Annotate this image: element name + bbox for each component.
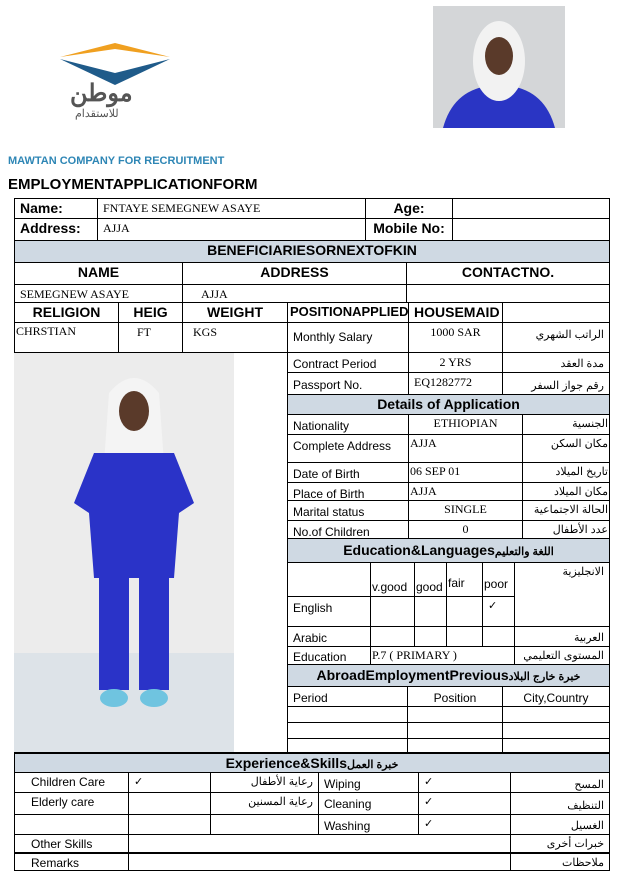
date-of-birth-arabic-label: تاريخ الميلاد (522, 462, 610, 483)
kin-header: BENEFICIARIESORNEXTOFKIN (14, 240, 610, 263)
religion-label: RELIGION (14, 302, 119, 323)
arabic-poor-cell[interactable] (482, 626, 515, 647)
age-field[interactable] (452, 198, 610, 219)
weight-label: WEIGHT (182, 302, 288, 323)
no-of-children-arabic-label: عدد الأطفال (522, 520, 610, 539)
arabic-label: Arabic (287, 626, 371, 647)
period-header: Period (287, 686, 408, 707)
children-care-arabic: رعاية الأطفال (210, 772, 319, 793)
address-field[interactable]: AJJA (97, 218, 366, 241)
no-of-children-field[interactable]: 0 (408, 520, 523, 539)
contract-label: Contract Period (287, 352, 409, 373)
arabic-arabic-label: العربية (514, 626, 610, 647)
age-label: Age: (365, 198, 453, 219)
salary-label: Monthly Salary (287, 322, 409, 353)
kin-name-field[interactable]: SEMEGNEW ASAYE (14, 284, 183, 303)
education-header-text: Education&Languages (343, 542, 495, 558)
salary-field[interactable]: 1000 SAR (408, 322, 503, 353)
abroad-header (287, 664, 610, 687)
vgood-header: v.good (370, 562, 415, 597)
kin-contact-field[interactable] (406, 284, 610, 303)
kin-name-header: NAME (14, 262, 183, 285)
abroad-city-cell[interactable] (502, 722, 610, 739)
english-label: English (287, 596, 371, 627)
education-label: Education (287, 646, 371, 665)
address-label: Address: (14, 218, 98, 241)
abroad-period-cell[interactable] (287, 706, 408, 723)
kin-address-field[interactable]: AJJA (182, 284, 407, 303)
mobile-field[interactable] (452, 218, 610, 241)
education-field[interactable]: P.7 ( PRIMARY ) (370, 646, 515, 665)
weight-field[interactable]: KGS (182, 322, 288, 353)
company-name: MAWTAN COMPANY FOR RECRUITMENT (8, 155, 225, 167)
contract-field[interactable]: 2 YRS (408, 352, 503, 373)
company-logo (50, 35, 180, 130)
nationality-label: Nationality (287, 414, 409, 435)
education-header (287, 538, 610, 563)
english-fair-cell[interactable] (446, 596, 483, 627)
position-header: Position (407, 686, 503, 707)
religion-field[interactable]: CHRSTIAN (14, 322, 119, 353)
children-care-label: Children Care (14, 772, 129, 793)
complete-address-label: Complete Address (287, 434, 409, 463)
city-country-header: City,Country (502, 686, 610, 707)
skills-header (14, 752, 610, 773)
cleaning-label: Cleaning (318, 792, 419, 815)
english-arabic-label: الانجليزية (514, 562, 610, 627)
name-label: Name: (14, 198, 98, 219)
education-arabic-label: المستوى التعليمي (514, 646, 610, 665)
abroad-period-cell[interactable] (287, 722, 408, 739)
place-of-birth-arabic-label: مكان الميلاد (522, 482, 610, 501)
washing-arabic: الغسيل (510, 814, 610, 835)
height-field[interactable]: FT (118, 322, 183, 353)
other-skills-arabic: خبرات أخرى (510, 834, 610, 853)
english-vgood-cell[interactable] (370, 596, 415, 627)
contract-arabic-label: مدة العقد (502, 352, 610, 373)
place-of-birth-label: Place of Birth (287, 482, 409, 501)
marital-status-field[interactable]: SINGLE (408, 500, 523, 521)
abroad-header-arabic: خبرة خارج البلاد (508, 671, 581, 683)
remarks-field[interactable] (128, 852, 511, 871)
wiping-arabic: المسح (510, 772, 610, 793)
other-skills-label: Other Skills (14, 834, 129, 853)
position-label: POSITIONAPPLIED (287, 302, 409, 323)
education-header-arabic: اللغة والتعليم (494, 546, 554, 558)
passport-arabic-label: رقم جواز السفر (502, 372, 610, 395)
fair-header: fair (446, 562, 483, 597)
blank-cell (502, 302, 610, 323)
complete-address-field[interactable]: AJJA (408, 434, 523, 463)
blank-cell (210, 814, 319, 835)
position-field[interactable]: HOUSEMAID (408, 302, 503, 323)
abroad-position-cell[interactable] (407, 706, 503, 723)
kin-contact-header: CONTACTNO. (406, 262, 610, 285)
english-poor-check[interactable]: ✓ (482, 596, 515, 627)
remarks-arabic: ملاحظات (510, 852, 610, 871)
place-of-birth-field[interactable]: AJJA (408, 482, 523, 501)
details-header: Details of Application (287, 394, 610, 415)
no-of-children-label: No.of Children (287, 520, 409, 539)
lang-blank-cell (287, 562, 371, 597)
applicant-portrait-photo (433, 6, 565, 128)
passport-label: Passport No. (287, 372, 409, 395)
elderly-care-arabic: رعاية المسنين (210, 792, 319, 815)
complete-address-arabic-label: مكان السكن (522, 434, 610, 463)
logo-subtitle: للاستقدام (75, 108, 119, 120)
remarks-label: Remarks (14, 852, 129, 871)
abroad-header-text: AbroadEmploymentPrevious (316, 667, 509, 683)
washing-check[interactable]: ✓ (418, 814, 511, 835)
elderly-care-check[interactable] (128, 792, 211, 815)
logo-arabic: موطن (70, 80, 133, 107)
elderly-care-label: Elderly care (14, 792, 129, 815)
mobile-label: Mobile No: (365, 218, 453, 241)
marital-status-arabic-label: الحالة الاجتماعية (522, 500, 610, 521)
marital-status-label: Marital status (287, 500, 409, 521)
abroad-city-cell[interactable] (502, 706, 610, 723)
name-field[interactable]: FNTAYE SEMEGNEW ASAYE (97, 198, 366, 219)
salary-arabic-label: الراتب الشهري (502, 322, 610, 353)
arabic-vgood-cell[interactable] (370, 626, 415, 647)
wiping-check[interactable]: ✓ (418, 772, 511, 793)
arabic-good-cell[interactable] (414, 626, 447, 647)
blank-cell (14, 814, 129, 835)
kin-address-header: ADDRESS (182, 262, 407, 285)
abroad-position-cell[interactable] (407, 722, 503, 739)
height-label: HEIG (118, 302, 183, 323)
arabic-fair-cell[interactable] (446, 626, 483, 647)
applicant-full-body-photo (14, 353, 234, 752)
nationality-arabic-label: الجنسية (522, 414, 610, 435)
poor-header: poor (482, 562, 515, 597)
children-care-check[interactable]: ✓ (128, 772, 211, 793)
date-of-birth-field[interactable]: 06 SEP 01 (408, 462, 523, 483)
skills-header-text: Experience&Skills (225, 755, 347, 771)
cleaning-arabic: التنظيف (510, 792, 610, 815)
skills-header-arabic: خبرة العمل (346, 759, 399, 771)
form-title: EMPLOYMENTAPPLICATIONFORM (8, 176, 258, 193)
nationality-field[interactable]: ETHIOPIAN (408, 414, 523, 435)
washing-label: Washing (318, 814, 419, 835)
date-of-birth-label: Date of Birth (287, 462, 409, 483)
passport-field[interactable]: EQ1282772 (408, 372, 503, 395)
blank-cell (128, 814, 211, 835)
other-skills-field[interactable] (128, 834, 511, 853)
wiping-label: Wiping (318, 772, 419, 793)
cleaning-check[interactable]: ✓ (418, 792, 511, 815)
english-good-cell[interactable] (414, 596, 447, 627)
good-header: good (414, 562, 447, 597)
